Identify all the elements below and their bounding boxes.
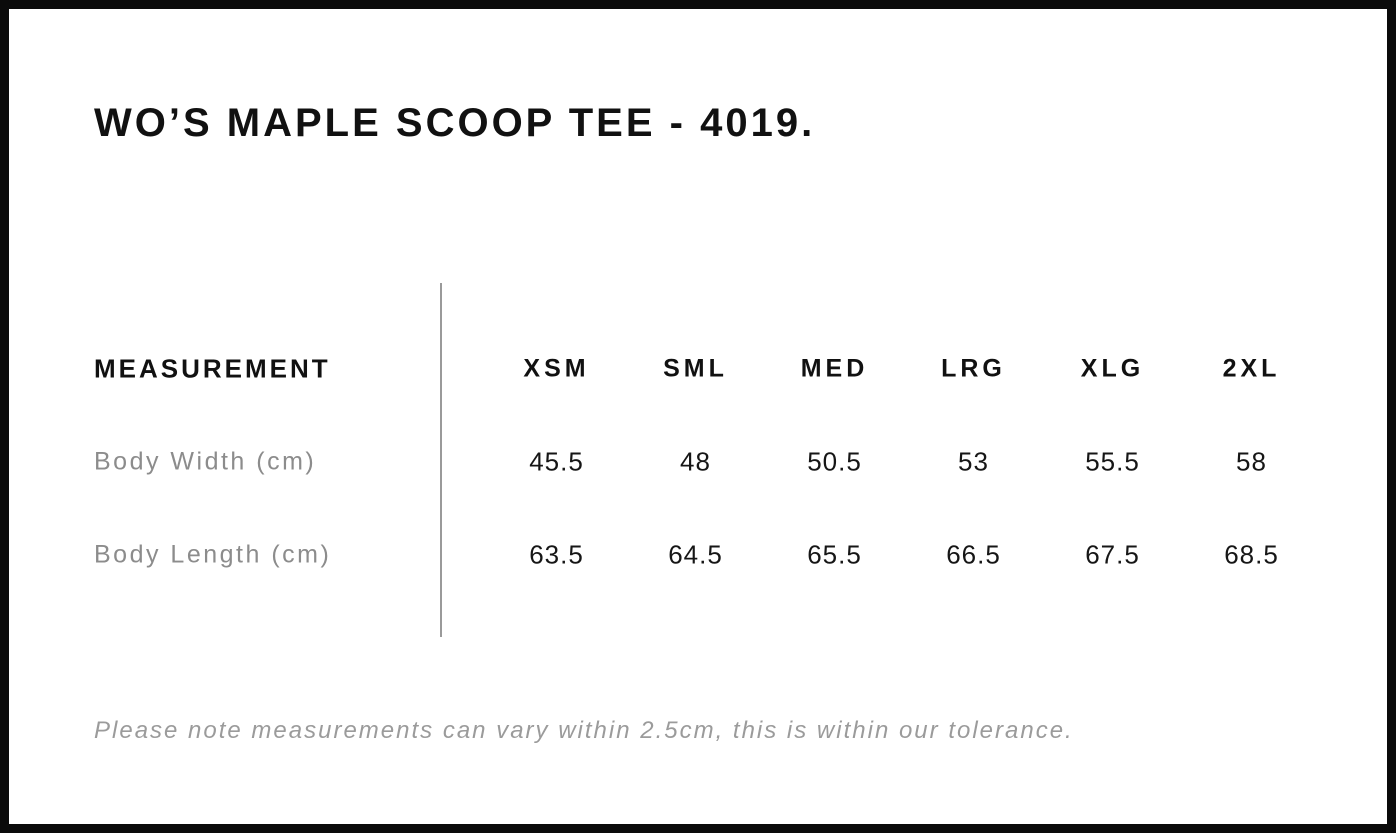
column-header-med: MED xyxy=(800,354,869,383)
body-width-med: 50.5 xyxy=(807,446,862,477)
body-length-sml: 64.5 xyxy=(668,539,723,570)
column-header-measurement: MEASUREMENT xyxy=(94,353,331,384)
page-title: WO’S MAPLE SCOOP TEE - 4019. xyxy=(94,101,816,145)
body-width-sml: 48 xyxy=(680,446,711,477)
body-length-2xl: 68.5 xyxy=(1224,539,1279,570)
table-header-row xyxy=(94,354,1322,385)
column-header-xsm: XSM xyxy=(523,354,590,383)
column-header-lrg: LRG xyxy=(941,354,1006,383)
body-width-2xl: 58 xyxy=(1236,446,1267,477)
row-label-body-width: Body Width (cm) xyxy=(94,447,317,476)
body-length-med: 65.5 xyxy=(807,539,862,570)
tolerance-note: Please note measurements can vary within 2.5cm, this is within our tolerance. xyxy=(94,717,1074,744)
table-row-body-width xyxy=(94,447,1322,478)
column-header-xlg: XLG xyxy=(1080,354,1145,383)
column-header-2xl: 2XL xyxy=(1222,354,1281,383)
row-label-body-length: Body Length (cm) xyxy=(94,540,332,569)
body-width-xsm: 45.5 xyxy=(529,446,584,477)
size-table xyxy=(94,283,1322,637)
column-header-sml: SML xyxy=(663,354,728,383)
body-length-lrg: 66.5 xyxy=(946,539,1001,570)
body-length-xlg: 67.5 xyxy=(1085,539,1140,570)
body-length-xsm: 63.5 xyxy=(529,539,584,570)
body-width-xlg: 55.5 xyxy=(1085,446,1140,477)
table-row-body-length xyxy=(94,540,1322,571)
body-width-lrg: 53 xyxy=(958,446,989,477)
